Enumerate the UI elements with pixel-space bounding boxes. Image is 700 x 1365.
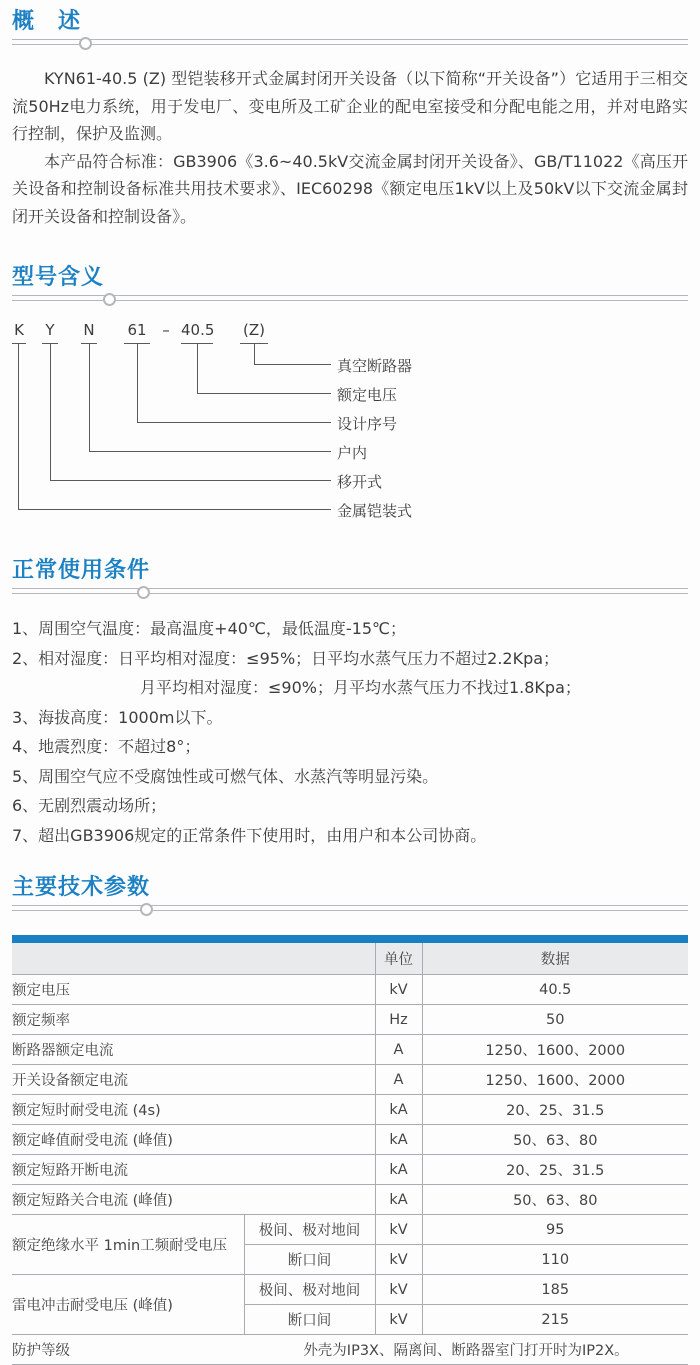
unit-cell: kA xyxy=(375,1095,422,1125)
unit-cell: kV xyxy=(375,1305,422,1335)
condition-item-3: 3、海拔高度：1000m以下。 xyxy=(12,707,223,727)
model-token-405: 40.5 xyxy=(181,321,213,344)
conditions-list xyxy=(12,614,688,850)
overview-paragraph-2: 本产品符合标准：GB3906《3.6~40.5kV交流金属封闭开关设备》、GB/T11022《高压开关设备和控制设备标准共用技术要求》、IEC60298《额定电压1kV以上及50kV以下交流金属封闭开关设备和控制设备》。 xyxy=(12,151,688,226)
condition-item-1: 1、周围空气温度：最高温度+40℃，最低温度-15℃； xyxy=(12,619,407,638)
table-top-bar xyxy=(12,935,688,943)
model-token-dash: – xyxy=(162,321,170,339)
header-param-cell xyxy=(12,943,375,975)
rule-ring-icon xyxy=(137,586,150,599)
conditions-rule xyxy=(12,588,688,598)
unit-cell: kA xyxy=(375,1185,422,1215)
model-label-withdrawable: 移开式 xyxy=(337,473,383,491)
unit-cell: A xyxy=(375,1065,422,1095)
param-cell: 额定短路开断电流 xyxy=(12,1155,375,1185)
table-row xyxy=(12,1125,688,1155)
rule-ring-icon xyxy=(140,903,153,916)
model-token-n: N xyxy=(81,321,97,344)
conditions-title: 正常使用条件 xyxy=(12,558,151,583)
sub-param-cell: 极间、极对地间 xyxy=(244,1215,375,1245)
unit-cell: Hz xyxy=(375,1005,422,1035)
section-overview xyxy=(12,8,688,230)
model-title: 型号含义 xyxy=(12,265,105,290)
parameters-title: 主要技术参数 xyxy=(12,875,151,900)
overview-rule xyxy=(12,39,688,49)
model-rule xyxy=(12,295,688,305)
unit-cell: kV xyxy=(375,1245,422,1275)
value-cell: 50、63、80 xyxy=(422,1125,688,1155)
param-cell: 额定频率 xyxy=(12,1005,375,1035)
condition-item-6: 6、无剧烈震动场所； xyxy=(12,796,167,815)
value-cell: 110 xyxy=(422,1245,688,1275)
overview-title: 概 述 xyxy=(12,9,82,34)
table-header-row xyxy=(12,943,688,975)
table-row xyxy=(12,1065,688,1095)
value-cell: 215 xyxy=(422,1305,688,1335)
model-label-vacuum-breaker: 真空断路器 xyxy=(337,357,413,375)
header-unit-cell: 单位 xyxy=(375,943,422,975)
value-cell: 40.5 xyxy=(422,975,688,1005)
condition-item-5: 5、周围空气应不受腐蚀性或可燃气体、水蒸汽等明显污染。 xyxy=(12,766,439,786)
model-diagram xyxy=(12,317,688,527)
unit-cell: kV xyxy=(375,975,422,1005)
footer-param-cell: 防护等级 xyxy=(12,1335,244,1365)
model-token-z: (Z) xyxy=(240,321,268,344)
condition-item-7: 7、超出GB3906规定的正常条件下使用时，由用户和本公司协商。 xyxy=(12,825,487,845)
sub-param-cell: 断口间 xyxy=(244,1305,375,1335)
value-cell: 1250、1600、2000 xyxy=(422,1035,688,1065)
unit-cell: kV xyxy=(375,1275,422,1305)
table-row-group xyxy=(12,1215,688,1245)
table-row xyxy=(12,1155,688,1185)
unit-cell: kA xyxy=(375,1155,422,1185)
overview-body xyxy=(12,65,688,230)
section-model-meaning xyxy=(12,264,688,527)
value-cell: 20、25、31.5 xyxy=(422,1155,688,1185)
value-cell: 95 xyxy=(422,1215,688,1245)
unit-cell: kV xyxy=(375,1215,422,1245)
rule-lines xyxy=(12,588,688,594)
value-cell: 20、25、31.5 xyxy=(422,1095,688,1125)
section-conditions xyxy=(12,557,688,850)
unit-cell: A xyxy=(375,1035,422,1065)
model-label-metal-armored: 金属铠装式 xyxy=(337,502,413,520)
parameters-rule xyxy=(12,905,688,915)
param-cell: 额定峰值耐受电流 (峰值) xyxy=(12,1125,375,1155)
value-cell: 1250、1600、2000 xyxy=(422,1065,688,1095)
value-cell: 185 xyxy=(422,1275,688,1305)
unit-cell: kA xyxy=(375,1125,422,1155)
header-data-cell: 数据 xyxy=(422,943,688,975)
model-token-61: 61 xyxy=(124,321,150,344)
rule-lines xyxy=(12,39,688,45)
param-cell: 额定短时耐受电流 (4s) xyxy=(12,1095,375,1125)
param-cell: 开关设备额定电流 xyxy=(12,1065,375,1095)
table-row xyxy=(12,975,688,1005)
section-parameters xyxy=(12,874,688,1365)
model-token-k: K xyxy=(12,321,26,344)
table-row xyxy=(12,1185,688,1215)
param-cell: 额定电压 xyxy=(12,975,375,1005)
model-token-y: Y xyxy=(42,321,58,344)
condition-item-2: 2、相对湿度：日平均相对湿度：≤95%；日平均水蒸气压力不超过2.2Kpa； xyxy=(12,648,560,668)
value-cell: 50、63、80 xyxy=(422,1185,688,1215)
group-param-cell: 雷电冲击耐受电压 (峰值) xyxy=(12,1275,244,1335)
sub-param-cell: 极间、极对地间 xyxy=(244,1275,375,1305)
table-row xyxy=(12,1095,688,1125)
footer-value-cell: 外壳为IP3X、隔离间、断路器室门打开时为IP2X。 xyxy=(244,1335,688,1365)
sub-param-cell: 断口间 xyxy=(244,1245,375,1275)
group-param-cell: 额定绝缘水平 1min工频耐受电压 xyxy=(12,1215,244,1275)
rule-ring-icon xyxy=(79,37,92,50)
overview-paragraph-1: KYN61-40.5 (Z) 型铠装移开式金属封闭开关设备（以下简称“开关设备”）它适用于三相交流50Hz电力系统，用于发电厂、变电所及工矿企业的配电室接受和分配电能之用，并对电路实行控制，保护及监测。 xyxy=(12,69,688,143)
value-cell: 50 xyxy=(422,1005,688,1035)
param-cell: 断路器额定电流 xyxy=(12,1035,375,1065)
model-label-rated-voltage: 额定电压 xyxy=(337,386,398,404)
condition-item-4: 4、地震烈度：不超过8°； xyxy=(12,737,201,756)
parameters-table xyxy=(12,943,688,1365)
model-label-design-serial: 设计序号 xyxy=(337,415,398,433)
model-label-indoor: 户内 xyxy=(337,444,368,462)
param-cell: 额定短路关合电流 (峰值) xyxy=(12,1185,375,1215)
rule-ring-icon xyxy=(103,293,116,306)
table-row xyxy=(12,1035,688,1065)
table-footer-row xyxy=(12,1335,688,1365)
table-row-group xyxy=(12,1275,688,1305)
rule-lines xyxy=(12,905,688,911)
model-connector xyxy=(18,343,331,510)
table-row xyxy=(12,1005,688,1035)
condition-item-2b: 月平均相对湿度：≤90%；月平均水蒸气压力不找过1.8Kpa； xyxy=(140,678,581,697)
